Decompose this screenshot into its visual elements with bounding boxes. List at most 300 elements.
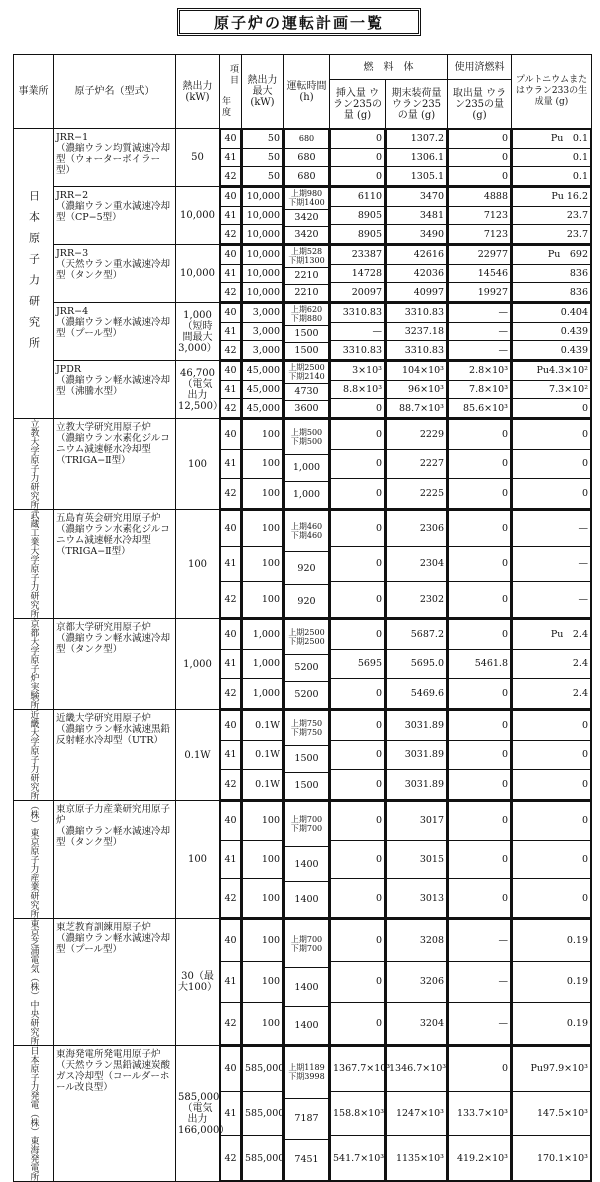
pu-amount: 147.5×10³	[513, 1091, 591, 1136]
year-row	[449, 380, 511, 399]
year-row	[243, 188, 283, 207]
year-row	[387, 479, 447, 509]
fuel-insert-column	[330, 303, 386, 361]
pu-amount-column	[512, 710, 592, 801]
year: 41	[221, 840, 241, 879]
max-power: 0.1W	[243, 711, 283, 741]
spent-fuel: 0	[449, 479, 511, 509]
year-row	[243, 740, 283, 770]
fuel-stock: 1306.1	[387, 148, 447, 167]
year-column	[220, 187, 242, 245]
year-row	[449, 362, 511, 381]
year-row	[221, 380, 241, 399]
fuel-insert: 20097	[331, 283, 385, 302]
year-subtable	[386, 187, 447, 244]
pu-amount: 170.1×10³	[513, 1136, 591, 1181]
max-power-column	[242, 919, 284, 1046]
fuel-stock: 3017	[387, 802, 447, 841]
org-cell: （株）東京原子力産業研究所	[14, 801, 54, 919]
fuel-insert: 0	[331, 546, 385, 582]
fuel-stock-column	[386, 1046, 448, 1182]
max-power: 100	[243, 420, 283, 450]
hours-column	[284, 619, 330, 710]
year-row	[243, 449, 283, 479]
pu-amount: 0	[513, 711, 591, 741]
spent-fuel: 0	[449, 770, 511, 800]
fuel-insert: 8905	[331, 225, 385, 244]
year-row	[387, 649, 447, 679]
pu-amount: 2.4	[513, 679, 591, 709]
year-row	[449, 740, 511, 770]
fuel-stock-column	[386, 801, 448, 919]
pu-amount-column	[512, 303, 592, 361]
year-row	[331, 341, 385, 360]
year-subtable	[242, 919, 283, 1045]
reactor-row	[14, 710, 592, 801]
year-row	[221, 206, 241, 225]
fuel-stock: 1135×10³	[387, 1136, 447, 1181]
spent-fuel: —	[449, 1003, 511, 1045]
year-subtable	[386, 919, 447, 1045]
year-subtable	[386, 710, 447, 800]
fuel-stock: 3237.18	[387, 322, 447, 341]
year-row	[513, 399, 591, 418]
year: 42	[221, 1003, 241, 1045]
year-row	[221, 546, 241, 582]
year-subtable	[512, 303, 591, 360]
year-column	[220, 919, 242, 1046]
year: 42	[221, 225, 241, 244]
year-subtable	[220, 419, 241, 509]
fuel-insert: 0	[331, 582, 385, 618]
year-row	[331, 283, 385, 302]
year: 42	[221, 1136, 241, 1181]
spent-fuel-column	[448, 510, 512, 619]
fuel-insert: 1367.7×10³	[331, 1047, 385, 1092]
year: 42	[221, 399, 241, 418]
max-power: 100	[243, 449, 283, 479]
pu-amount: 836	[513, 283, 591, 302]
spent-fuel-column	[448, 619, 512, 710]
fuel-insert: 541.7×10³	[331, 1136, 385, 1181]
year-row	[331, 582, 385, 618]
year-subtable	[448, 187, 511, 244]
header-spent: 使用済燃料	[448, 55, 512, 80]
year-subtable	[448, 919, 511, 1045]
spent-fuel: 0	[449, 840, 511, 879]
year-row	[387, 148, 447, 167]
year-subtable	[220, 919, 241, 1045]
fuel-insert-column	[330, 187, 386, 245]
year-row	[243, 879, 283, 918]
year-row	[243, 399, 283, 418]
year-row	[285, 620, 329, 655]
year-row	[221, 582, 241, 618]
year-row	[331, 740, 385, 770]
fuel-insert: 0	[331, 679, 385, 709]
pu-amount-column	[512, 187, 592, 245]
year-subtable	[512, 187, 591, 244]
year-row	[387, 225, 447, 244]
year-row	[331, 649, 385, 679]
year: 40	[221, 246, 241, 265]
year-row	[331, 1003, 385, 1045]
spent-fuel: 0	[449, 167, 511, 186]
year-row	[513, 961, 591, 1003]
year: 42	[221, 479, 241, 509]
max-power-column	[242, 710, 284, 801]
year-row	[221, 420, 241, 450]
year-row	[243, 225, 283, 244]
org-cell: 日本原子力研究所	[14, 129, 54, 419]
hours: 1,000	[285, 481, 329, 508]
hours: 680	[285, 167, 329, 186]
year-row	[285, 1098, 329, 1139]
fuel-stock-column	[386, 245, 448, 303]
fuel-stock-column	[386, 129, 448, 187]
year: 41	[221, 649, 241, 679]
year-row	[221, 1136, 241, 1181]
year-row	[387, 322, 447, 341]
year-subtable	[512, 510, 591, 618]
year-row	[331, 620, 385, 650]
spent-fuel: 0	[449, 740, 511, 770]
year-row	[513, 264, 591, 283]
year-row	[513, 420, 591, 450]
spent-fuel: 0	[449, 879, 511, 918]
hours: 上期700 下期700	[285, 802, 329, 847]
year-row	[221, 283, 241, 302]
year-subtable	[220, 710, 241, 800]
table-body	[14, 129, 592, 1182]
year-row	[449, 246, 511, 265]
fuel-insert: 0	[331, 879, 385, 918]
year-row	[221, 920, 241, 962]
max-power: 45,000	[243, 380, 283, 399]
fuel-stock: 40997	[387, 283, 447, 302]
year-subtable	[448, 710, 511, 800]
max-power: 3,000	[243, 322, 283, 341]
hours: 1400	[285, 968, 329, 1006]
year-subtable	[242, 1046, 283, 1181]
year-row	[331, 322, 385, 341]
year: 41	[221, 264, 241, 283]
max-power: 10,000	[243, 264, 283, 283]
year-row	[243, 167, 283, 186]
year-subtable	[284, 303, 329, 360]
hours: 5200	[285, 654, 329, 681]
year-row	[243, 148, 283, 167]
year-row	[513, 225, 591, 244]
year-row	[221, 399, 241, 418]
year-row	[331, 206, 385, 225]
spent-fuel: 0	[449, 449, 511, 479]
year-row	[285, 246, 329, 268]
year-subtable	[448, 619, 511, 709]
header-max-power: 熱出力 最大 (kW)	[242, 55, 284, 129]
year-subtable	[512, 419, 591, 509]
year: 42	[221, 341, 241, 360]
reactor-row	[14, 187, 592, 245]
pu-amount: 0.439	[513, 341, 591, 360]
fuel-stock: 1247×10³	[387, 1091, 447, 1136]
year-column	[220, 245, 242, 303]
year-row	[331, 362, 385, 381]
pu-amount-column	[512, 129, 592, 187]
year-subtable	[242, 419, 283, 509]
year-row	[449, 420, 511, 450]
year-subtable	[220, 245, 241, 302]
year-subtable	[220, 510, 241, 618]
year-subtable	[220, 1046, 241, 1181]
pu-amount-column	[512, 1046, 592, 1182]
year-row	[285, 148, 329, 167]
max-power: 1,000	[243, 679, 283, 709]
header-org: 事業所	[14, 55, 54, 129]
year-row	[387, 167, 447, 186]
year-row	[331, 920, 385, 962]
fuel-insert: 0	[331, 920, 385, 962]
year-row	[513, 920, 591, 962]
org-cell: 立教大学原子力研究所	[14, 419, 54, 510]
year-subtable	[386, 361, 447, 418]
year-subtable	[242, 619, 283, 709]
spent-fuel: 85.6×10³	[449, 399, 511, 418]
pu-amount-column	[512, 361, 592, 419]
year-row	[387, 879, 447, 918]
year-row	[285, 400, 329, 417]
year: 41	[221, 1091, 241, 1136]
year-row	[387, 420, 447, 450]
year-subtable	[220, 361, 241, 418]
year: 40	[221, 1047, 241, 1092]
year-row	[387, 546, 447, 582]
fuel-insert: 0	[331, 840, 385, 879]
year-row	[449, 399, 511, 418]
year-row	[449, 711, 511, 741]
max-power-column	[242, 361, 284, 419]
year-row	[221, 649, 241, 679]
hours-column	[284, 510, 330, 619]
fuel-insert-column	[330, 510, 386, 619]
year-row	[387, 1136, 447, 1181]
year-row	[243, 246, 283, 265]
fuel-insert-column	[330, 361, 386, 419]
year-row	[243, 283, 283, 302]
pu-amount: 0	[513, 879, 591, 918]
max-power: 100	[243, 582, 283, 618]
fuel-stock: 3310.83	[387, 304, 447, 323]
spent-fuel: 19927	[449, 283, 511, 302]
hours: 1400	[285, 846, 329, 882]
year-row	[449, 449, 511, 479]
fuel-stock: 88.7×10³	[387, 399, 447, 418]
year-row	[449, 167, 511, 186]
max-power: 10,000	[243, 283, 283, 302]
year-row	[387, 840, 447, 879]
year-row	[243, 304, 283, 323]
pu-amount: 0.19	[513, 920, 591, 962]
spent-fuel: 14546	[449, 264, 511, 283]
hours: 920	[285, 552, 329, 585]
reactor-name: JPDR （濃縮ウラン軽水減速冷却型（沸騰水型）	[54, 361, 176, 419]
year-row	[449, 546, 511, 582]
fuel-insert: 0	[331, 802, 385, 841]
year-row	[221, 1003, 241, 1045]
spent-fuel: 7123	[449, 206, 511, 225]
reactor-row	[14, 801, 592, 919]
thermal-power: 1,000（短時間最大3,000）	[176, 303, 220, 361]
year-row	[331, 802, 385, 841]
spent-fuel: 22977	[449, 246, 511, 265]
year-row	[449, 188, 511, 207]
fuel-stock: 3481	[387, 206, 447, 225]
year-subtable	[386, 303, 447, 360]
hours-column	[284, 801, 330, 919]
year-row	[243, 679, 283, 709]
reactor-name: 東京原子力産業研究用原子炉 （濃縮ウラン軽水減速冷却型（タンク型）	[54, 801, 176, 919]
year-subtable	[242, 361, 283, 418]
year-row	[221, 620, 241, 650]
hours-column	[284, 303, 330, 361]
fuel-stock-column	[386, 361, 448, 419]
year-row	[221, 341, 241, 360]
year-row	[285, 420, 329, 455]
max-power: 100	[243, 1003, 283, 1045]
year-subtable	[284, 710, 329, 800]
spent-fuel: 419.2×10³	[449, 1136, 511, 1181]
hours: 2210	[285, 267, 329, 284]
max-power-column	[242, 303, 284, 361]
fuel-insert-column	[330, 919, 386, 1046]
year-row	[243, 380, 283, 399]
year-row	[513, 802, 591, 841]
year-row	[513, 449, 591, 479]
hours-column	[284, 919, 330, 1046]
year-row	[513, 130, 591, 149]
year-subtable	[512, 129, 591, 186]
max-power: 1,000	[243, 649, 283, 679]
year-subtable	[512, 710, 591, 800]
reactor-name: JRR−3 （天然ウラン重水減速冷却型（タンク型）	[54, 245, 176, 303]
year-row	[331, 511, 385, 547]
year-row	[387, 362, 447, 381]
spent-fuel: 0	[449, 620, 511, 650]
year: 42	[221, 679, 241, 709]
year-row	[243, 711, 283, 741]
year-row	[387, 920, 447, 962]
hours: 上期700 下期700	[285, 920, 329, 968]
header-fuel-insert: 挿入量 ウラン235の量 (g)	[330, 80, 386, 129]
reactor-row	[14, 510, 592, 619]
pu-amount: 0.404	[513, 304, 591, 323]
year-row	[387, 802, 447, 841]
year-row	[221, 679, 241, 709]
year-row	[513, 879, 591, 918]
fuel-insert: 0	[331, 620, 385, 650]
spent-fuel: 4888	[449, 188, 511, 207]
year-row	[331, 1136, 385, 1181]
header-pu: プルトニウムまたはウラン233の生成量 (g)	[512, 55, 592, 129]
year-subtable	[330, 361, 385, 418]
pu-amount: 0.19	[513, 961, 591, 1003]
year-row	[243, 620, 283, 650]
year-row	[449, 225, 511, 244]
thermal-power: 0.1W	[176, 710, 220, 801]
max-power: 3,000	[243, 341, 283, 360]
year: 40	[221, 620, 241, 650]
fuel-stock-column	[386, 619, 448, 710]
year-row	[513, 167, 591, 186]
year-row	[449, 341, 511, 360]
hours-column	[284, 129, 330, 187]
year-row	[449, 920, 511, 962]
pu-amount: —	[513, 582, 591, 618]
max-power: 45,000	[243, 362, 283, 381]
fuel-stock: 42616	[387, 246, 447, 265]
fuel-insert-column	[330, 710, 386, 801]
year: 42	[221, 582, 241, 618]
year: 41	[221, 206, 241, 225]
year-subtable	[448, 419, 511, 509]
year-row	[285, 585, 329, 618]
year-row	[243, 130, 283, 149]
year-subtable	[242, 187, 283, 244]
hours: 上期528 下期1300	[285, 246, 329, 268]
fuel-insert: 0	[331, 711, 385, 741]
year-row	[331, 399, 385, 418]
fuel-insert: 0	[331, 479, 385, 509]
fuel-stock-column	[386, 710, 448, 801]
year-row	[285, 654, 329, 681]
year-row	[513, 206, 591, 225]
pu-amount-column	[512, 245, 592, 303]
year-row	[221, 840, 241, 879]
year-row	[285, 772, 329, 799]
max-power: 45,000	[243, 399, 283, 418]
pu-amount-column	[512, 510, 592, 619]
fuel-stock: 3031.89	[387, 711, 447, 741]
pu-amount: 0	[513, 770, 591, 800]
year-row	[387, 188, 447, 207]
hours: 3420	[285, 226, 329, 243]
year-row	[513, 341, 591, 360]
year-subtable	[448, 129, 511, 186]
hours: 7451	[285, 1139, 329, 1180]
thermal-power: 10,000	[176, 187, 220, 245]
reactor-row	[14, 303, 592, 361]
year-row	[387, 770, 447, 800]
year-row	[449, 879, 511, 918]
year: 42	[221, 167, 241, 186]
reactor-row	[14, 245, 592, 303]
fuel-insert: 0	[331, 1003, 385, 1045]
year-subtable	[386, 419, 447, 509]
year-subtable	[330, 245, 385, 302]
hours: 1500	[285, 342, 329, 359]
max-power-column	[242, 510, 284, 619]
pu-amount: Pu 2.4	[513, 620, 591, 650]
reactor-name: JRR−2 （濃縮ウラン重水減速冷却型（CP−5型）	[54, 187, 176, 245]
pu-amount: 23.7	[513, 225, 591, 244]
year-row	[285, 304, 329, 326]
year-subtable	[284, 510, 329, 618]
year-row	[513, 304, 591, 323]
reactor-plan-table	[13, 54, 592, 1182]
year-row	[387, 246, 447, 265]
spent-fuel-column	[448, 361, 512, 419]
year-row	[243, 582, 283, 618]
